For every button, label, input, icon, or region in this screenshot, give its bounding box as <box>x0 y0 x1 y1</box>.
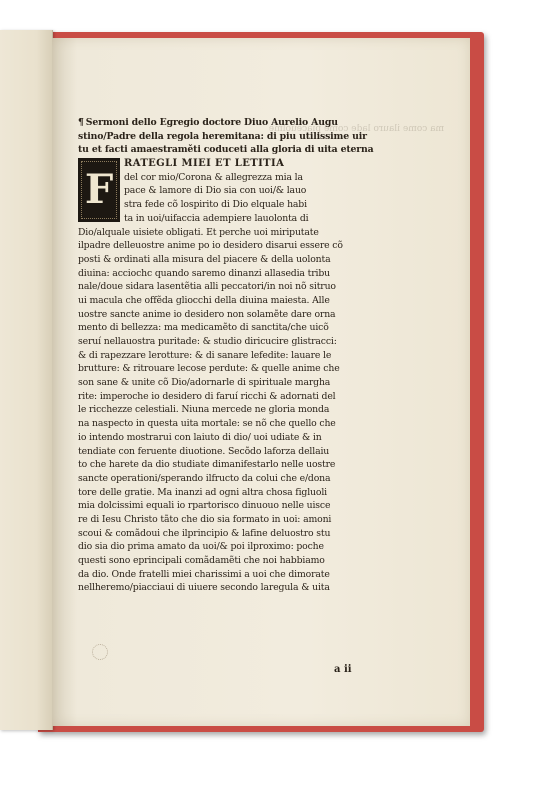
body-line: uostre sancte anime io desidero non solamẽte dare orna <box>78 308 336 320</box>
body-line: Dio/alquale uisiete obligati. Et perche uoi miriputate <box>78 226 319 238</box>
body-line: mia dolcissimi equali io rpartorisco dinuouo nelle uisce <box>78 500 331 512</box>
heading-line-2: stino/Padre della regola heremitana: di piu utilissime uir <box>78 130 367 142</box>
opening-line-1: RATEGLI MIEI ET LETITIA <box>124 158 285 170</box>
body-line: tendiate con feruente diuotione. Secõdo laforza dellaiu <box>78 445 330 457</box>
decorated-initial: F <box>78 158 120 222</box>
body-line: nellheremo/piacciaui di uiuere secondo laregula & uita <box>78 582 330 594</box>
opening-paragraph <box>78 157 442 225</box>
left-page-edge <box>0 30 53 730</box>
opening-line-2: del cor mio/Corona & allegrezza mia la <box>124 171 303 183</box>
body-line: tore delle gratie. Ma inanzi ad ogni altra chosa figluoli <box>78 486 327 498</box>
page-text-block <box>78 116 442 595</box>
bleed-through-text: ma come ilauro lade come piaceuolme <box>268 124 444 134</box>
body-line: posti & ordinati alla misura del piacere & della uolonta <box>78 253 331 265</box>
body-line: le ricchezze celestiali. Niuna mercede ne gloria monda <box>78 404 330 416</box>
page-stain <box>92 644 108 660</box>
body-line: da dio. Onde fratelli miei charissimi a uoi che dimorate <box>78 568 330 580</box>
body-line: diuina: acciochc quando saremo dinanzi allasedia tribu <box>78 267 330 279</box>
opening-line-4: stra fede cõ lospirito di Dio elquale habi <box>124 199 307 211</box>
pilcrow-icon: ¶ <box>78 117 84 128</box>
body-line: & di rapezzare lerotture: & di sanare lefedite: lauare le <box>78 349 332 361</box>
opening-line-3: pace & lamore di Dio sia con uoi/& lauo <box>124 185 307 197</box>
body-line: ui macula che offẽda gliocchi della diuina maiesta. Alle <box>78 294 330 306</box>
body-line: seruí nellauostra puritade: & studio diricucire glistracci: <box>78 336 337 347</box>
heading-line-3: tu et facti amaestraměti coduceti alla gloria di uita eterna <box>78 144 374 156</box>
book-page <box>52 38 470 726</box>
body-line: questi sono eprincipali comãdamẽti che noi habbiamo <box>78 555 325 566</box>
body-line: scoui & comãdoui che ilprincipio & lafine deluostro stu <box>78 527 331 539</box>
body-line: son sane & unite cõ Dio/adornarle di spirituale margha <box>78 377 331 389</box>
body-line: sancte operationi/sperando ilfructo da colui che e/dona <box>78 472 331 484</box>
body-text <box>78 226 442 596</box>
body-line: io intendo mostrarui con laiuto di dio/ uoi udiate & in <box>78 431 322 443</box>
signature-mark: a ii <box>334 664 352 675</box>
body-line: ilpadre delleuostre anime po io desidero disarui essere cõ <box>78 240 343 252</box>
body-line: to che harete da dio studiate dimanifestarlo nelle uostre <box>78 459 336 471</box>
body-line: re di Iesu Christo tãto che dio sia formato in uoi: amoni <box>78 513 332 525</box>
body-line: nale/doue sidara lasentẽtia alli peccatori/in noi nõ sitruo <box>78 281 336 293</box>
opening-line-5: ta in uoi/uifaccia adempiere lauolonta di <box>124 212 309 224</box>
body-line: brutture: & ritrouare lecose perdute: & quelle anime che <box>78 363 340 375</box>
body-line: mento di bellezza: ma medicamẽto di sanctita/che uicõ <box>78 322 329 334</box>
body-line: rite: imperoche io desidero di faruí ricchi & adornati del <box>78 390 336 402</box>
book <box>0 30 486 730</box>
body-line: na naspecto in questa uita mortale: se nõ che quello che <box>78 418 336 430</box>
body-line: dio sia dio prima amato da uoi/& poi ilproximo: poche <box>78 541 324 553</box>
heading-line-1: ¶ Sermoni dello Egregio doctore Diuo Aurelio Augu <box>78 117 338 128</box>
